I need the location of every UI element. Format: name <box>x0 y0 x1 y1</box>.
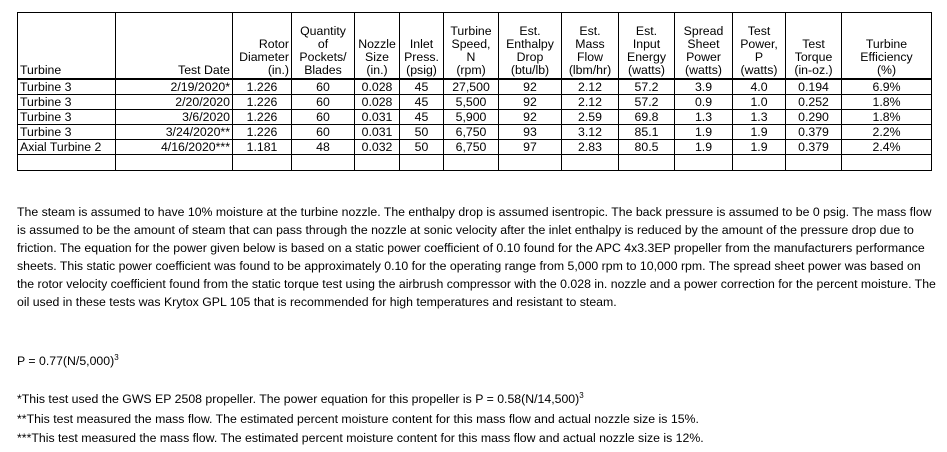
column-header-line: (watts) <box>628 63 665 77</box>
equation-text: P = 0.77(N/5,000) <box>17 354 115 368</box>
column-header-line: Est. <box>519 24 541 38</box>
table-cell: 1.9 <box>675 140 733 155</box>
column-header-line: Blades <box>304 63 342 77</box>
column-header-line: Power, <box>740 37 778 51</box>
table-cell <box>733 155 786 171</box>
table-cell: 1.8% <box>842 95 932 110</box>
column-header <box>233 13 292 80</box>
table-cell <box>842 155 932 171</box>
column-header <box>675 13 733 80</box>
column-header-line: Torque <box>794 50 833 64</box>
table-cell: 0.379 <box>786 140 842 155</box>
column-header-line: (btu/lb) <box>510 63 550 77</box>
table-cell <box>786 155 842 171</box>
table-cell: 57.2 <box>619 79 675 95</box>
table-cell: 0.379 <box>786 125 842 140</box>
table-cell: 1.9 <box>733 140 786 155</box>
column-header-line: Rotor <box>258 37 289 51</box>
table-cell: 60 <box>292 125 355 140</box>
column-header-line: (in.) <box>267 63 289 77</box>
column-header-line: Speed, <box>451 37 491 51</box>
turbine-test-table <box>17 12 932 171</box>
column-header-line: (in.) <box>366 63 388 77</box>
table-cell <box>400 155 444 171</box>
column-header-line: Turbine <box>20 63 62 77</box>
column-header <box>444 13 499 80</box>
table-cell: 45 <box>400 95 444 110</box>
table-cell: 0.028 <box>355 95 400 110</box>
table-cell: 97 <box>499 140 562 155</box>
column-header-line: (psig) <box>406 63 437 77</box>
table-cell: 0.032 <box>355 140 400 155</box>
table-cell: 6.9% <box>842 79 932 95</box>
table-cell: 1.9 <box>675 125 733 140</box>
table-cell: Axial Turbine 2 <box>18 140 116 155</box>
table-cell: 57.2 <box>619 95 675 110</box>
column-header-line: N <box>466 50 476 64</box>
table-row <box>18 95 932 110</box>
table-cell: 6,750 <box>444 125 499 140</box>
table-cell: 4/16/2020*** <box>116 140 233 155</box>
table-cell <box>355 155 400 171</box>
column-header <box>18 13 116 80</box>
table-cell: 2.2% <box>842 125 932 140</box>
table-cell: 1.3 <box>733 110 786 125</box>
column-header-line: Est. <box>635 24 658 38</box>
table-cell: 1.9 <box>733 125 786 140</box>
table-cell: 2.83 <box>562 140 619 155</box>
table-cell: 60 <box>292 95 355 110</box>
column-header-line: Test Date <box>178 63 230 77</box>
table-cell: 60 <box>292 79 355 95</box>
table-row <box>18 110 932 125</box>
column-header-line: (watts) <box>740 63 778 77</box>
footnote-1-exponent: 3 <box>579 391 584 400</box>
column-header-line: Pockets/ <box>299 50 347 64</box>
table-cell: 50 <box>400 140 444 155</box>
table-cell <box>499 155 562 171</box>
table-cell: 1.226 <box>233 110 292 125</box>
table-cell: 3.12 <box>562 125 619 140</box>
table-cell: 0.028 <box>355 79 400 95</box>
column-header-line: Press. <box>404 50 439 64</box>
column-header-line: (%) <box>876 63 897 77</box>
column-header <box>842 13 932 80</box>
column-header-line: Size <box>365 50 389 64</box>
table-cell: 69.8 <box>619 110 675 125</box>
table-cell: 2/20/2020 <box>116 95 233 110</box>
column-header <box>733 13 786 80</box>
header-row <box>18 13 932 80</box>
notes-paragraph: The steam is assumed to have 10% moisture at the turbine nozzle. The enthalpy drop is assumed isentropic. The back pressure is assumed to be 0 psig. The mass flow is assumed to be the amount of steam that can pass through the nozzle at sonic velocity after the inlet enthalpy is reduced by the amount of the pressure drop due to friction. The equation for the power given below is based on a static power coefficient of 0.10 found for the APC 4x3.3EP propeller from the manufacturers performance sheets. This static power coefficient was found to be approximately 0.10 for the operating range from 5,000 rpm to 10,000 rpm. The spread sheet power was based on the rotor velocity coefficient found from the static torque test using the airbrush compressor with the 0.028 in. nozzle and a power correction for the percent moisture. The oil used in these tests was Krytox GPL 105 that is recommended for high temperatures and resistant to steam. <box>17 205 936 309</box>
table-cell: 3.9 <box>675 79 733 95</box>
table-cell: 1.226 <box>233 95 292 110</box>
table-cell <box>562 155 619 171</box>
table-cell: 80.5 <box>619 140 675 155</box>
table-cell: 92 <box>499 79 562 95</box>
table-cell: 45 <box>400 79 444 95</box>
column-header-line: Inlet <box>409 37 434 51</box>
table-cell <box>18 155 116 171</box>
column-header-line: Diameter <box>239 50 289 64</box>
table-cell: 5,900 <box>444 110 499 125</box>
column-header-line: Mass <box>575 37 605 51</box>
table-cell: 27,500 <box>444 79 499 95</box>
column-header <box>786 13 842 80</box>
column-header-line: Est. <box>579 24 601 38</box>
column-header <box>116 13 233 80</box>
table-cell: 3/6/2020 <box>116 110 233 125</box>
footnote-1 <box>17 390 937 408</box>
table-cell: 2.12 <box>562 95 619 110</box>
table-cell: 1.0 <box>733 95 786 110</box>
table-cell: 92 <box>499 110 562 125</box>
table-cell <box>292 155 355 171</box>
column-header-line: Nozzle <box>358 37 396 51</box>
column-header-line: Drop <box>516 50 544 64</box>
power-equation <box>17 352 937 370</box>
table-cell: 0.252 <box>786 95 842 110</box>
table-cell: Turbine 3 <box>18 125 116 140</box>
table-cell: 0.031 <box>355 125 400 140</box>
table-cell: 3/24/2020** <box>116 125 233 140</box>
table-cell <box>619 155 675 171</box>
table-cell: 60 <box>292 110 355 125</box>
column-header-line: of <box>317 37 329 51</box>
table-cell: 1.226 <box>233 125 292 140</box>
table-cell: 2.12 <box>562 79 619 95</box>
column-header-line: (watts) <box>685 63 722 77</box>
table-cell <box>675 155 733 171</box>
column-header-line: Power <box>686 50 721 64</box>
table-cell: 2/19/2020* <box>116 79 233 95</box>
footnote-3: ***This test measured the mass flow. The estimated percent moisture content for this mass flow and actual nozzle size is 12%. <box>17 431 704 445</box>
table-cell: 93 <box>499 125 562 140</box>
table-cell: Turbine 3 <box>18 95 116 110</box>
table-cell <box>116 155 233 171</box>
column-header-line: Input <box>632 37 661 51</box>
column-header <box>400 13 444 80</box>
column-header-line: Efficiency <box>860 50 913 64</box>
table-cell <box>233 155 292 171</box>
column-header-line: Flow <box>577 50 603 64</box>
column-header-line: (in-oz.) <box>794 63 833 77</box>
table-cell: 4.0 <box>733 79 786 95</box>
table-cell: 0.290 <box>786 110 842 125</box>
table-cell: 0.031 <box>355 110 400 125</box>
table-cell: 5,500 <box>444 95 499 110</box>
table-cell: Turbine 3 <box>18 110 116 125</box>
table-cell: 1.3 <box>675 110 733 125</box>
column-header-line: Spread <box>683 24 724 38</box>
column-header-line: Energy <box>627 50 666 64</box>
column-header-line: P <box>754 50 764 64</box>
column-header-line: Turbine <box>450 24 492 38</box>
column-header-line: (rpm) <box>456 63 486 77</box>
column-header <box>292 13 355 80</box>
column-header <box>499 13 562 80</box>
table-cell: 50 <box>400 125 444 140</box>
table-row <box>18 79 932 95</box>
table-body <box>18 79 932 171</box>
column-header-line: Enthalpy <box>506 37 554 51</box>
table-cell: 1.8% <box>842 110 932 125</box>
column-header-line: Test <box>802 37 825 51</box>
table-cell: 45 <box>400 110 444 125</box>
table-cell: Turbine 3 <box>18 79 116 95</box>
footnote-2: **This test measured the mass flow. The estimated percent moisture content for this mass flow and actual nozzle size is 15%. <box>17 412 699 426</box>
table-cell: 85.1 <box>619 125 675 140</box>
column-header-line: Test <box>747 24 771 38</box>
column-header-line: Quantity <box>300 24 346 38</box>
equation-exponent: 3 <box>114 353 119 362</box>
column-header <box>355 13 400 80</box>
table-cell: 92 <box>499 95 562 110</box>
empty-table-row <box>18 155 932 171</box>
table-cell: 48 <box>292 140 355 155</box>
column-header <box>562 13 619 80</box>
column-header <box>619 13 675 80</box>
table-cell: 2.4% <box>842 140 932 155</box>
table-row <box>18 125 932 140</box>
table-cell: 6,750 <box>444 140 499 155</box>
column-header-line: (lbm/hr) <box>568 63 612 77</box>
table-cell: 1.226 <box>233 79 292 95</box>
table-cell <box>444 155 499 171</box>
table-cell: 0.9 <box>675 95 733 110</box>
table-row <box>18 140 932 155</box>
footnote-1-text: *This test used the GWS EP 2508 propeller. The power equation for this propeller is P = 0.58(N/14,500) <box>17 392 580 406</box>
column-header-line: Turbine <box>865 37 908 51</box>
table-cell: 0.194 <box>786 79 842 95</box>
column-header-line: Sheet <box>687 37 720 51</box>
table-cell: 1.181 <box>233 140 292 155</box>
table-cell: 2.59 <box>562 110 619 125</box>
